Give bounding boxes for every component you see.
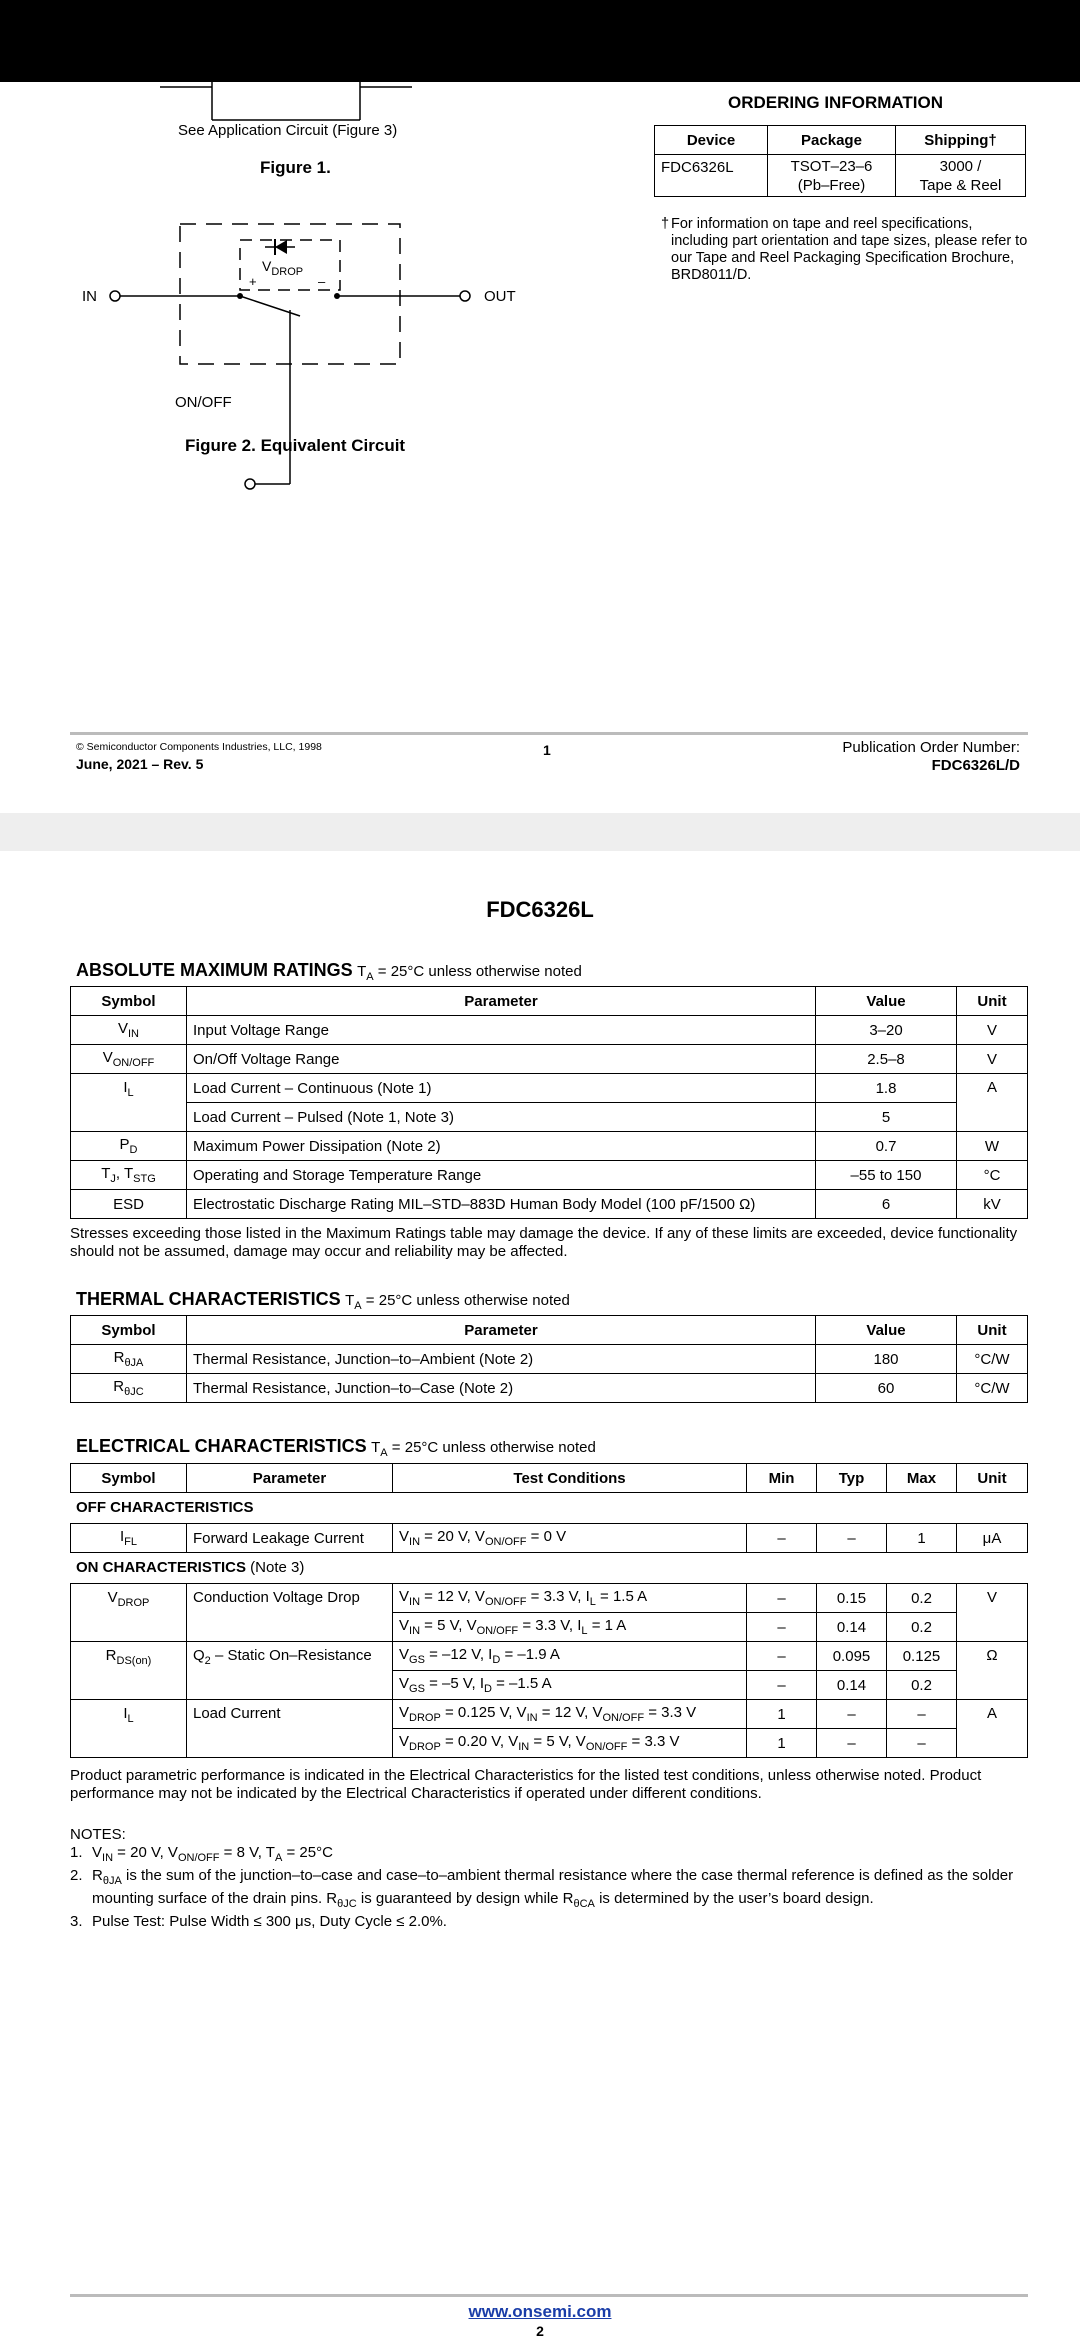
thermal-value: 180 <box>816 1345 957 1374</box>
figure1-package-outline <box>160 82 420 122</box>
table-row <box>71 1642 1028 1671</box>
elec-typ: – <box>817 1700 887 1729</box>
thermal-value: 60 <box>816 1374 957 1403</box>
table-row <box>71 1700 1028 1729</box>
thermal-header-parameter: Parameter <box>187 1316 816 1345</box>
copyright: © Semiconductor Components Industries, LLC, 1998 <box>76 741 322 753</box>
elec-max: 0.2 <box>887 1671 957 1700</box>
amr-unit: V <box>957 1045 1028 1074</box>
elec-min: 1 <box>747 1729 817 1758</box>
elec-unit: A <box>957 1700 1028 1758</box>
table-row <box>71 1016 1028 1045</box>
on-characteristics-heading: ON CHARACTERISTICS (Note 3) <box>76 1559 305 1576</box>
elec-header-typ: Typ <box>817 1464 887 1493</box>
ordering-header-package: Package <box>768 126 896 155</box>
elec-max: 0.2 <box>887 1613 957 1642</box>
ordering-shipping: 3000 / Tape & Reel <box>896 155 1026 197</box>
minus-sign: – <box>318 274 326 289</box>
page2-title: FDC6326L <box>486 897 594 922</box>
elec-unit: Ω <box>957 1642 1028 1700</box>
elec-header-conditions: Test Conditions <box>393 1464 747 1493</box>
notes-list <box>70 1844 1036 1930</box>
elec-typ: 0.15 <box>817 1584 887 1613</box>
elec-typ: 0.095 <box>817 1642 887 1671</box>
vdrop-label: $V_{DROP}$ <box>262 258 304 278</box>
thermal-header-unit: Unit <box>957 1316 1028 1345</box>
amr-symbol: ESD <box>71 1190 187 1219</box>
amr-unit: W <box>957 1132 1028 1161</box>
amr-header-unit: Unit <box>957 987 1028 1016</box>
amr-parameter: Input Voltage Range <box>187 1016 816 1045</box>
page-1 <box>0 82 1080 813</box>
elec-typ: – <box>817 1729 887 1758</box>
thermal-symbol: $R_{\theta JA}$ <box>71 1345 187 1374</box>
table-row <box>71 1074 1028 1103</box>
ordering-device: FDC6326L <box>655 155 768 197</box>
note-item: 2. $R_{\theta JA}$ is the sum of the junction–to–case and case–to–ambient thermal resistance where the case thermal reference is defined as the solder mounting surface of the drain pins. $R_{\theta JC}$ is guaranteed by design while $R_{\theta CA}$ is determined by the user’s board design. <box>70 1867 1014 1910</box>
elec-header-min: Min <box>747 1464 817 1493</box>
elec-condition: $V_{IN} = 12$ V, $V_{ON/OFF} = 3.3$ V, $I_L = 1.5$ A <box>393 1584 747 1613</box>
elec-max: – <box>887 1729 957 1758</box>
page-gap <box>0 813 1080 851</box>
pub-label: Publication Order Number: <box>842 739 1020 756</box>
elec-typ: 0.14 <box>817 1613 887 1642</box>
elec-condition: $V_{DROP} = 0.125$ V, $V_{IN} = 12$ V, $V_{ON/OFF} = 3.3$ V <box>393 1700 747 1729</box>
onoff-label: ON/OFF <box>175 394 232 411</box>
thermal-parameter: Thermal Resistance, Junction–to–Case (Note 2) <box>187 1374 816 1403</box>
elec-max: 0.125 <box>887 1642 957 1671</box>
figure2-caption: Figure 2. Equivalent Circuit <box>185 436 406 455</box>
table-row <box>71 1190 1028 1219</box>
amr-header-symbol: Symbol <box>71 987 187 1016</box>
plus-sign: + <box>249 274 257 289</box>
amr-value: 6 <box>816 1190 957 1219</box>
amr-symbol: $I_L$ <box>71 1074 187 1132</box>
elec-min: 1 <box>747 1700 817 1729</box>
elec-parameter: Conduction Voltage Drop <box>187 1584 393 1642</box>
figure1-caption: Figure 1. <box>260 158 331 177</box>
amr-parameter: Operating and Storage Temperature Range <box>187 1161 816 1190</box>
elec-parameter: $Q_2$ – Static On–Resistance <box>187 1642 393 1700</box>
thermal-header-symbol: Symbol <box>71 1316 187 1345</box>
elec-parameter: Forward Leakage Current <box>187 1524 393 1553</box>
amr-unit: kV <box>957 1190 1028 1219</box>
thermal-unit: °C/W <box>957 1345 1028 1374</box>
amr-note: Stresses exceeding those listed in the Maximum Ratings table may damage the device. If any of these limits are exceeded, device functionality should not be assumed, damage may occur and reliability may be affected. <box>70 1225 1018 1260</box>
elec-header-max: Max <box>887 1464 957 1493</box>
elec-symbol: $V_{DROP}$ <box>71 1584 187 1642</box>
ordering-package: TSOT–23–6 (Pb–Free) <box>768 155 896 197</box>
on-characteristics-table <box>70 1583 1028 1758</box>
table-row <box>71 1584 1028 1613</box>
amr-unit: V <box>957 1016 1028 1045</box>
amr-unit: °C <box>957 1161 1028 1190</box>
note-item: 3. Pulse Test: Pulse Width ≤ 300 μs, Duty Cycle ≤ 2.0%. <box>70 1913 447 1930</box>
notes-title: NOTES: <box>70 1826 126 1843</box>
elec-symbol: $I_{FL}$ <box>71 1524 187 1553</box>
elec-note: Product parametric performance is indicated in the Electrical Characteristics for the listed test conditions, unless otherwise noted. Product performance may not be indicated by the Electrical Characteristics if operated under different conditions. <box>70 1767 982 1802</box>
elec-unit: V <box>957 1584 1028 1642</box>
amr-unit: A <box>957 1074 1028 1132</box>
amr-parameter: On/Off Voltage Range <box>187 1045 816 1074</box>
amr-parameter: Electrostatic Discharge Rating MIL–STD–883D Human Body Model (100 pF/1500 Ω) <box>187 1190 816 1219</box>
elec-header-parameter: Parameter <box>187 1464 393 1493</box>
website-link[interactable]: www.onsemi.com <box>468 2302 612 2321</box>
amr-parameter: Load Current – Continuous (Note 1) <box>187 1074 816 1103</box>
amr-symbol: $T_J$, $T_{STG}$ <box>71 1161 187 1190</box>
elec-header-unit: Unit <box>957 1464 1028 1493</box>
date-rev: June, 2021 – Rev. 5 <box>76 756 204 772</box>
thermal-header-value: Value <box>816 1316 957 1345</box>
elec-max: 0.2 <box>887 1584 957 1613</box>
elec-symbol: $R_{DS(on)}$ <box>71 1642 187 1700</box>
pub-number: FDC6326L/D <box>931 757 1020 774</box>
elec-heading: ELECTRICAL CHARACTERISTICS $T_A = 25^\circ C$ unless otherwise noted <box>76 1436 596 1459</box>
ordering-header-device: Device <box>655 126 768 155</box>
amr-symbol: $P_D$ <box>71 1132 187 1161</box>
amr-header-value: Value <box>816 987 957 1016</box>
amr-heading: ABSOLUTE MAXIMUM RATINGS $T_A = 25^\circ C$ unless otherwise noted <box>76 960 582 983</box>
elec-max: – <box>887 1700 957 1729</box>
elec-header-table <box>70 1463 1028 1493</box>
page2-number: 2 <box>536 2323 544 2339</box>
amr-value: 2.5–8 <box>816 1045 957 1074</box>
amr-parameter: Maximum Power Dissipation (Note 2) <box>187 1132 816 1161</box>
amr-value: –55 to 150 <box>816 1161 957 1190</box>
elec-min: – <box>747 1613 817 1642</box>
table-row <box>71 1161 1028 1190</box>
elec-min: – <box>747 1642 817 1671</box>
amr-value: 3–20 <box>816 1016 957 1045</box>
amr-value: 1.8 <box>816 1074 957 1103</box>
equivalent-circuit-diagram <box>75 212 525 502</box>
footer-rule <box>70 732 1028 735</box>
off-characteristics-heading: OFF CHARACTERISTICS <box>76 1499 254 1516</box>
thermal-table <box>70 1315 1028 1403</box>
footer-rule <box>70 2294 1028 2297</box>
thermal-parameter: Thermal Resistance, Junction–to–Ambient (Note 2) <box>187 1345 816 1374</box>
amr-parameter: Load Current – Pulsed (Note 1, Note 3) <box>187 1103 816 1132</box>
table-row <box>71 1045 1028 1074</box>
amr-symbol: $V_{IN}$ <box>71 1016 187 1045</box>
elec-min: – <box>747 1524 817 1553</box>
out-label: OUT <box>484 288 516 305</box>
app-circuit-caption: See Application Circuit (Figure 3) <box>178 122 398 139</box>
table-row <box>71 1524 1028 1553</box>
page-2 <box>0 851 1080 2340</box>
ordering-title: ORDERING INFORMATION <box>728 93 944 112</box>
elec-condition: $V_{IN} = 5$ V, $V_{ON/OFF} = 3.3$ V, $I_L = 1$ A <box>393 1613 747 1642</box>
table-row <box>71 1103 1028 1132</box>
elec-max: 1 <box>887 1524 957 1553</box>
thermal-symbol: $R_{\theta JC}$ <box>71 1374 187 1403</box>
elec-condition: $V_{DROP} = 0.20$ V, $V_{IN} = 5$ V, $V_{ON/OFF} = 3.3$ V <box>393 1729 747 1758</box>
amr-symbol: $V_{ON/OFF}$ <box>71 1045 187 1074</box>
off-characteristics-table <box>70 1523 1028 1553</box>
elec-condition: $V_{IN} = 20$ V, $V_{ON/OFF} = 0$ V <box>393 1524 747 1553</box>
table-row <box>71 1374 1028 1403</box>
ordering-footnote: † For information on tape and reel specifications, including part orientation and tape sizes, please refer to our Tape and Reel Packaging Specification Brochure, BRD8011/D. <box>661 216 1028 283</box>
amr-header-parameter: Parameter <box>187 987 816 1016</box>
elec-condition: $V_{GS} = -5$ V, $I_D = -1.5$ A <box>393 1671 747 1700</box>
table-row <box>71 1132 1028 1161</box>
elec-typ: 0.14 <box>817 1671 887 1700</box>
amr-value: 5 <box>816 1103 957 1132</box>
note-item: 1. $V_{IN} = 20$ V, $V_{ON/OFF} = 8$ V, $T_A = 25^\circ C$ <box>70 1844 333 1864</box>
elec-symbol: $I_L$ <box>71 1700 187 1758</box>
thermal-unit: °C/W <box>957 1374 1028 1403</box>
elec-typ: – <box>817 1524 887 1553</box>
elec-unit: μA <box>957 1524 1028 1553</box>
elec-min: – <box>747 1671 817 1700</box>
elec-header-symbol: Symbol <box>71 1464 187 1493</box>
elec-condition: $V_{GS} = -12$ V, $I_D = -1.9$ A <box>393 1642 747 1671</box>
amr-value: 0.7 <box>816 1132 957 1161</box>
elec-parameter: Load Current <box>187 1700 393 1758</box>
ordering-table <box>654 125 1026 197</box>
page1-number: 1 <box>543 742 551 758</box>
table-row <box>71 1345 1028 1374</box>
top-status-bar <box>0 0 1080 82</box>
thermal-heading: THERMAL CHARACTERISTICS $T_A = 25^\circ C$ unless otherwise noted <box>76 1289 570 1312</box>
ordering-header-shipping: Shipping† <box>896 126 1026 155</box>
elec-min: – <box>747 1584 817 1613</box>
website-link-wrap <box>0 2302 1080 2322</box>
amr-table <box>70 986 1028 1219</box>
in-label: IN <box>82 288 97 305</box>
